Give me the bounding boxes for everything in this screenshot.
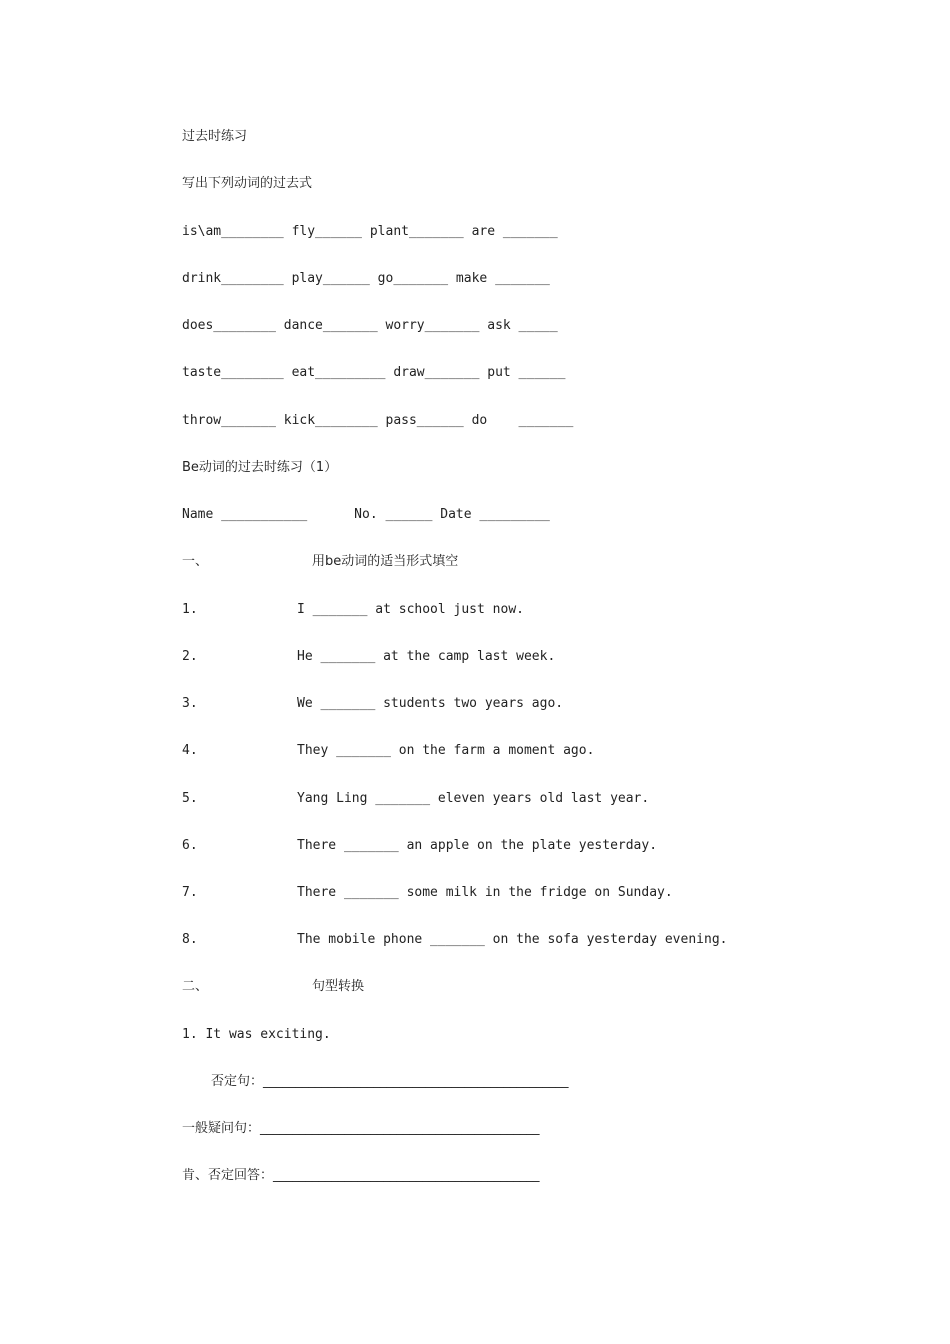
name-number-date-line: Name ___________ No. ______ Date _________ — [182, 507, 550, 522]
fill-item — [182, 883, 673, 903]
section-one-heading — [182, 552, 458, 572]
section-title: 句型转换 — [312, 979, 365, 994]
fill-item — [182, 836, 657, 856]
item-text: There _______ some milk in the fridge on Sunday. — [297, 885, 673, 900]
item-text: I _______ at school just now. — [297, 602, 524, 617]
transform-sentence: 1. It was exciting. — [182, 1027, 331, 1042]
item-text: There _______ an apple on the plate yesterday. — [297, 838, 658, 853]
item-text: The mobile phone _______ on the sofa yesterday evening. — [297, 932, 728, 947]
verb-row: is\am________ fly______ plant_______ are _______ — [182, 224, 558, 239]
answer-line: 肯、否定回答：_________________________________________ — [182, 1168, 540, 1183]
item-text: We _______ students two years ago. — [297, 696, 564, 711]
item-number: 6. — [182, 838, 198, 853]
section-two-heading — [182, 977, 364, 997]
section-number: 二、 — [182, 979, 209, 994]
fill-item — [182, 789, 649, 809]
verb-row: throw_______ kick________ pass______ do _______ — [182, 413, 574, 428]
item-number: 3. — [182, 696, 198, 711]
item-number: 8. — [182, 932, 198, 947]
fill-item — [182, 741, 594, 761]
section-title: 用be动词的适当形式填空 — [312, 554, 459, 569]
question-sentence-line: 一般疑问句：___________________________________________ — [182, 1121, 540, 1136]
negative-sentence-line: 否定句：_______________________________________________ — [211, 1074, 569, 1089]
item-number: 2. — [182, 649, 198, 664]
verb-row: does________ dance_______ worry_______ ask _____ — [182, 318, 558, 333]
fill-item — [182, 647, 555, 667]
item-number: 5. — [182, 791, 198, 806]
fill-item — [182, 600, 524, 620]
item-number: 4. — [182, 743, 198, 758]
section-number: 一、 — [182, 554, 209, 569]
item-number: 1. — [182, 602, 198, 617]
verb-instruction: 写出下列动词的过去式 — [182, 176, 313, 191]
fill-item — [182, 694, 563, 714]
page-title: 过去时练习 — [182, 129, 248, 144]
item-text: He _______ at the camp last week. — [297, 649, 556, 664]
verb-row: drink________ play______ go_______ make _______ — [182, 271, 550, 286]
be-verb-heading: Be动词的过去时练习（1） — [182, 460, 338, 475]
item-text: They _______ on the farm a moment ago. — [297, 743, 595, 758]
item-text: Yang Ling _______ eleven years old last year. — [297, 791, 650, 806]
item-number: 7. — [182, 885, 198, 900]
verb-row: taste________ eat_________ draw_______ put ______ — [182, 365, 566, 380]
fill-item — [182, 930, 727, 950]
